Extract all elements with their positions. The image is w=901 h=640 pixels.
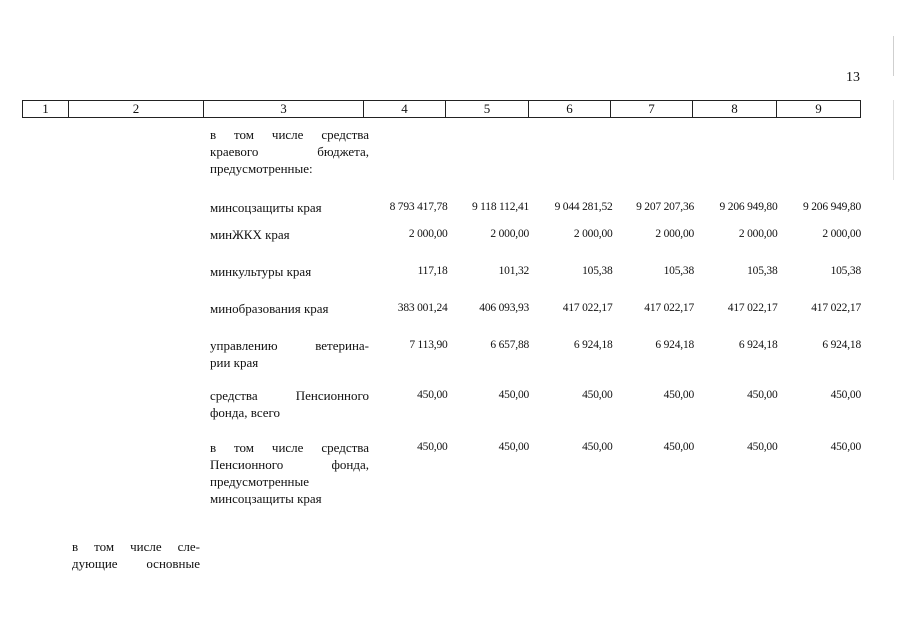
value-cell: 417 022,17 [644, 302, 695, 314]
value-cell: 101,32 [498, 265, 530, 277]
value-cell: 406 093,93 [479, 302, 530, 314]
value-cell: 9 044 281,52 [554, 201, 613, 213]
value-cell: 450,00 [663, 441, 695, 453]
table-row [22, 387, 861, 421]
value-cell: 450,00 [830, 441, 862, 453]
row-label-line: рии края [210, 355, 259, 370]
value-cell: 8 793 417,78 [389, 201, 448, 213]
value-cell: 417 022,17 [562, 302, 613, 314]
row-label-line: минкультуры края [210, 264, 312, 279]
row-label [208, 337, 373, 371]
value-cell: 450,00 [663, 389, 695, 401]
value-cell: 2 000,00 [822, 228, 862, 240]
value-cell: 383 001,24 [397, 302, 448, 314]
bottom-note [72, 538, 200, 572]
value-cell: 2 000,00 [738, 228, 778, 240]
row-label [208, 387, 373, 421]
row-label-line: в том числе средства [210, 127, 370, 142]
value-cell: 2 000,00 [408, 228, 448, 240]
value-cell: 450,00 [830, 389, 862, 401]
table-row [22, 337, 861, 371]
table-row [22, 126, 861, 177]
value-cell: 450,00 [417, 441, 448, 453]
row-label [208, 300, 373, 317]
row-label-line: фонда, всего [210, 405, 281, 420]
value-cell: 450,00 [747, 441, 778, 453]
table-row [22, 439, 861, 507]
row-label [208, 226, 373, 243]
row-label-line: минЖКХ края [210, 227, 290, 242]
row-label-line: Пенсионного фонда, [210, 457, 370, 472]
row-label [208, 199, 373, 216]
header-cell: 5 [446, 101, 529, 117]
table-header-row [22, 100, 861, 118]
table-row [22, 199, 861, 216]
header-cell: 6 [529, 101, 611, 117]
value-cell: 6 924,18 [655, 339, 695, 351]
row-label-line: минсоцзащиты края [210, 200, 322, 215]
value-cell: 6 657,88 [490, 339, 530, 351]
value-cell: 2 000,00 [490, 228, 530, 240]
value-cell [448, 126, 530, 177]
header-cell: 8 [693, 101, 777, 117]
value-cell: 450,00 [498, 389, 530, 401]
row-label-line: средства Пенсионного [210, 388, 370, 403]
value-cell: 2 000,00 [573, 228, 613, 240]
value-cell: 6 924,18 [822, 339, 862, 351]
value-cell [613, 126, 695, 177]
value-cell [694, 126, 777, 177]
header-cell: 2 [69, 101, 204, 117]
value-cell: 9 206 949,80 [719, 201, 778, 213]
header-cell: 3 [204, 101, 364, 117]
value-cell: 105,38 [663, 265, 695, 277]
value-cell [373, 126, 448, 177]
value-cell: 9 118 112,41 [471, 201, 530, 213]
row-label-line: минсоцзащиты края [210, 491, 322, 506]
bottom-note-line: в том числе сле- [72, 539, 200, 554]
page-number: 13 [846, 70, 860, 85]
value-cell: 9 207 207,36 [636, 201, 695, 213]
header-cell: 1 [23, 101, 69, 117]
header-cell: 9 [815, 101, 822, 116]
row-label [208, 126, 373, 177]
scan-margin-mark [893, 100, 894, 180]
value-cell: 117,18 [417, 265, 448, 277]
row-label-line: минобразования края [210, 301, 329, 316]
table-row [22, 263, 861, 280]
value-cell [529, 126, 612, 177]
value-cell: 6 924,18 [573, 339, 613, 351]
value-cell: 6 924,18 [738, 339, 778, 351]
table-row [22, 226, 861, 243]
value-cell: 105,38 [582, 265, 613, 277]
value-cell: 2 000,00 [655, 228, 695, 240]
value-cell: 417 022,17 [727, 302, 778, 314]
value-cell: 450,00 [582, 441, 613, 453]
value-cell: 105,38 [830, 265, 862, 277]
row-label-line: предусмотренные [210, 474, 310, 489]
value-cell: 9 206 949,80 [803, 201, 862, 213]
row-label-line: предусмотренные: [210, 161, 313, 176]
row-label [208, 439, 373, 507]
bottom-note-line: дующие основные [72, 556, 200, 571]
value-cell: 417 022,17 [811, 302, 862, 314]
value-cell: 105,38 [747, 265, 778, 277]
value-cell: 450,00 [417, 389, 448, 401]
row-label-line: в том числе средства [210, 440, 370, 455]
scan-margin-mark [893, 36, 894, 76]
row-label-line: управлению ветерина- [210, 338, 370, 353]
value-cell: 450,00 [498, 441, 530, 453]
table-row [22, 300, 861, 317]
header-cell: 4 [364, 101, 446, 117]
table-body [22, 126, 861, 507]
row-label [208, 263, 373, 280]
row-label-line: краевого бюджета, [210, 144, 370, 159]
value-cell: 450,00 [747, 389, 778, 401]
value-cell [778, 126, 861, 177]
value-cell: 450,00 [582, 389, 613, 401]
header-cell: 7 [611, 101, 693, 117]
value-cell: 7 113,90 [409, 339, 448, 351]
